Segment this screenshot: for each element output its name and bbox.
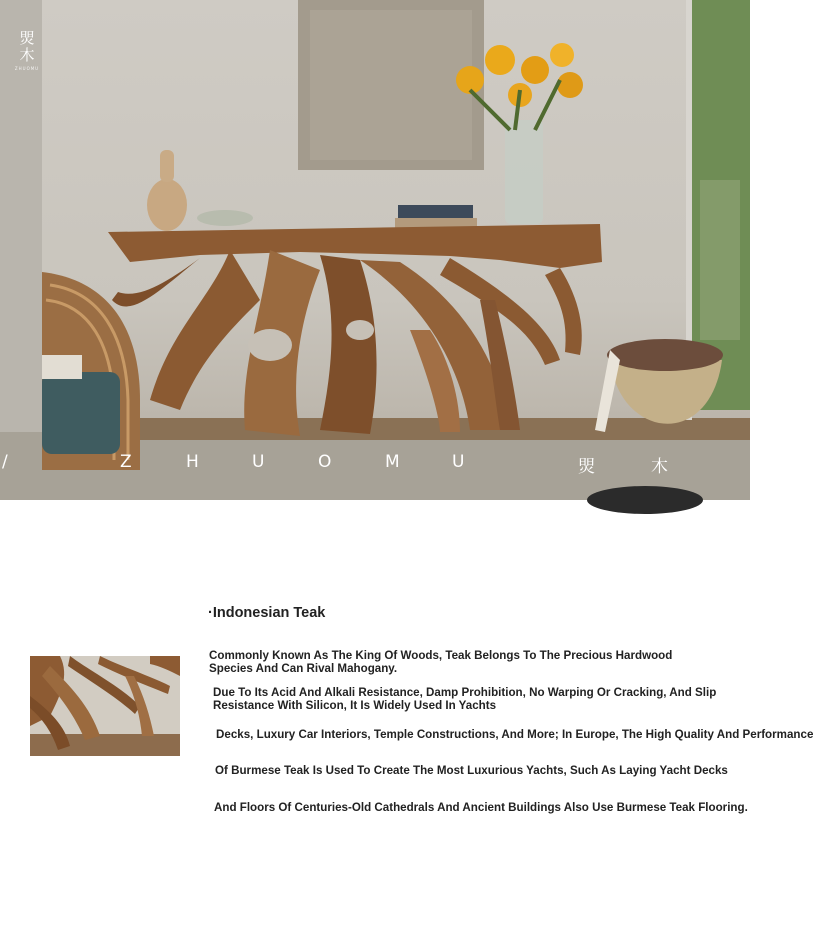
hero-photo bbox=[0, 0, 750, 500]
teak-root-thumbnail bbox=[30, 656, 180, 756]
bowl bbox=[197, 210, 253, 226]
brand-letter-strip bbox=[0, 452, 750, 476]
paragraph-4 bbox=[215, 764, 728, 777]
brand-logo-top: 焸 bbox=[19, 29, 35, 47]
paragraph-line: Species And Can Rival Mahogany. bbox=[209, 662, 398, 675]
paragraph-5 bbox=[214, 801, 748, 814]
strip-cjk: 焸 bbox=[578, 457, 595, 477]
strip-letter: H bbox=[186, 452, 199, 472]
left-wall-shadow bbox=[0, 0, 42, 500]
ceramic-vase bbox=[147, 179, 187, 231]
paragraph-line: Due To Its Acid And Alkali Resistance, Damp Prohibition, No Warping Or Cracking, And Slip bbox=[213, 686, 717, 699]
section-title: ·Indonesian Teak bbox=[208, 605, 326, 621]
paragraph-2 bbox=[213, 686, 716, 712]
strip-slash: / bbox=[2, 452, 8, 472]
paragraph-line: Decks, Luxury Car Interiors, Temple Constructions, And More; In Europe, The High Quality And Performance bbox=[216, 728, 813, 741]
floor-platform bbox=[100, 418, 750, 440]
strip-letter: U bbox=[252, 452, 265, 472]
hero-scene bbox=[0, 0, 750, 500]
paragraph-3 bbox=[216, 728, 813, 741]
strip-letter: O bbox=[318, 452, 332, 472]
strip-letter: M bbox=[385, 452, 400, 472]
strip-letter: U bbox=[452, 452, 465, 472]
sunflowers bbox=[456, 66, 484, 94]
teak-root-table bbox=[108, 224, 602, 436]
brand-logo-vertical bbox=[14, 30, 40, 71]
brand-logo-bottom: 木 bbox=[19, 45, 35, 64]
paragraph-line: Resistance With Silicon, It Is Widely Used In Yachts bbox=[213, 699, 497, 712]
paragraph-line: Of Burmese Teak Is Used To Create The Most Luxurious Yachts, Such As Laying Yacht Decks bbox=[215, 764, 728, 777]
strip-cjk: 木 bbox=[651, 457, 668, 477]
glass-vase bbox=[505, 120, 543, 224]
strip-letter: Z bbox=[120, 452, 132, 472]
books bbox=[398, 205, 473, 219]
paragraph-1 bbox=[209, 649, 672, 675]
brand-logo-small-text: ZHUOMU bbox=[14, 66, 40, 71]
paragraph-line: And Floors Of Centuries-Old Cathedrals And Ancient Buildings Also Use Burmese Teak Flooring. bbox=[214, 801, 748, 814]
chair-cushion bbox=[42, 372, 120, 454]
paragraph-line: Commonly Known As The King Of Woods, Teak Belongs To The Precious Hardwood bbox=[209, 649, 673, 662]
